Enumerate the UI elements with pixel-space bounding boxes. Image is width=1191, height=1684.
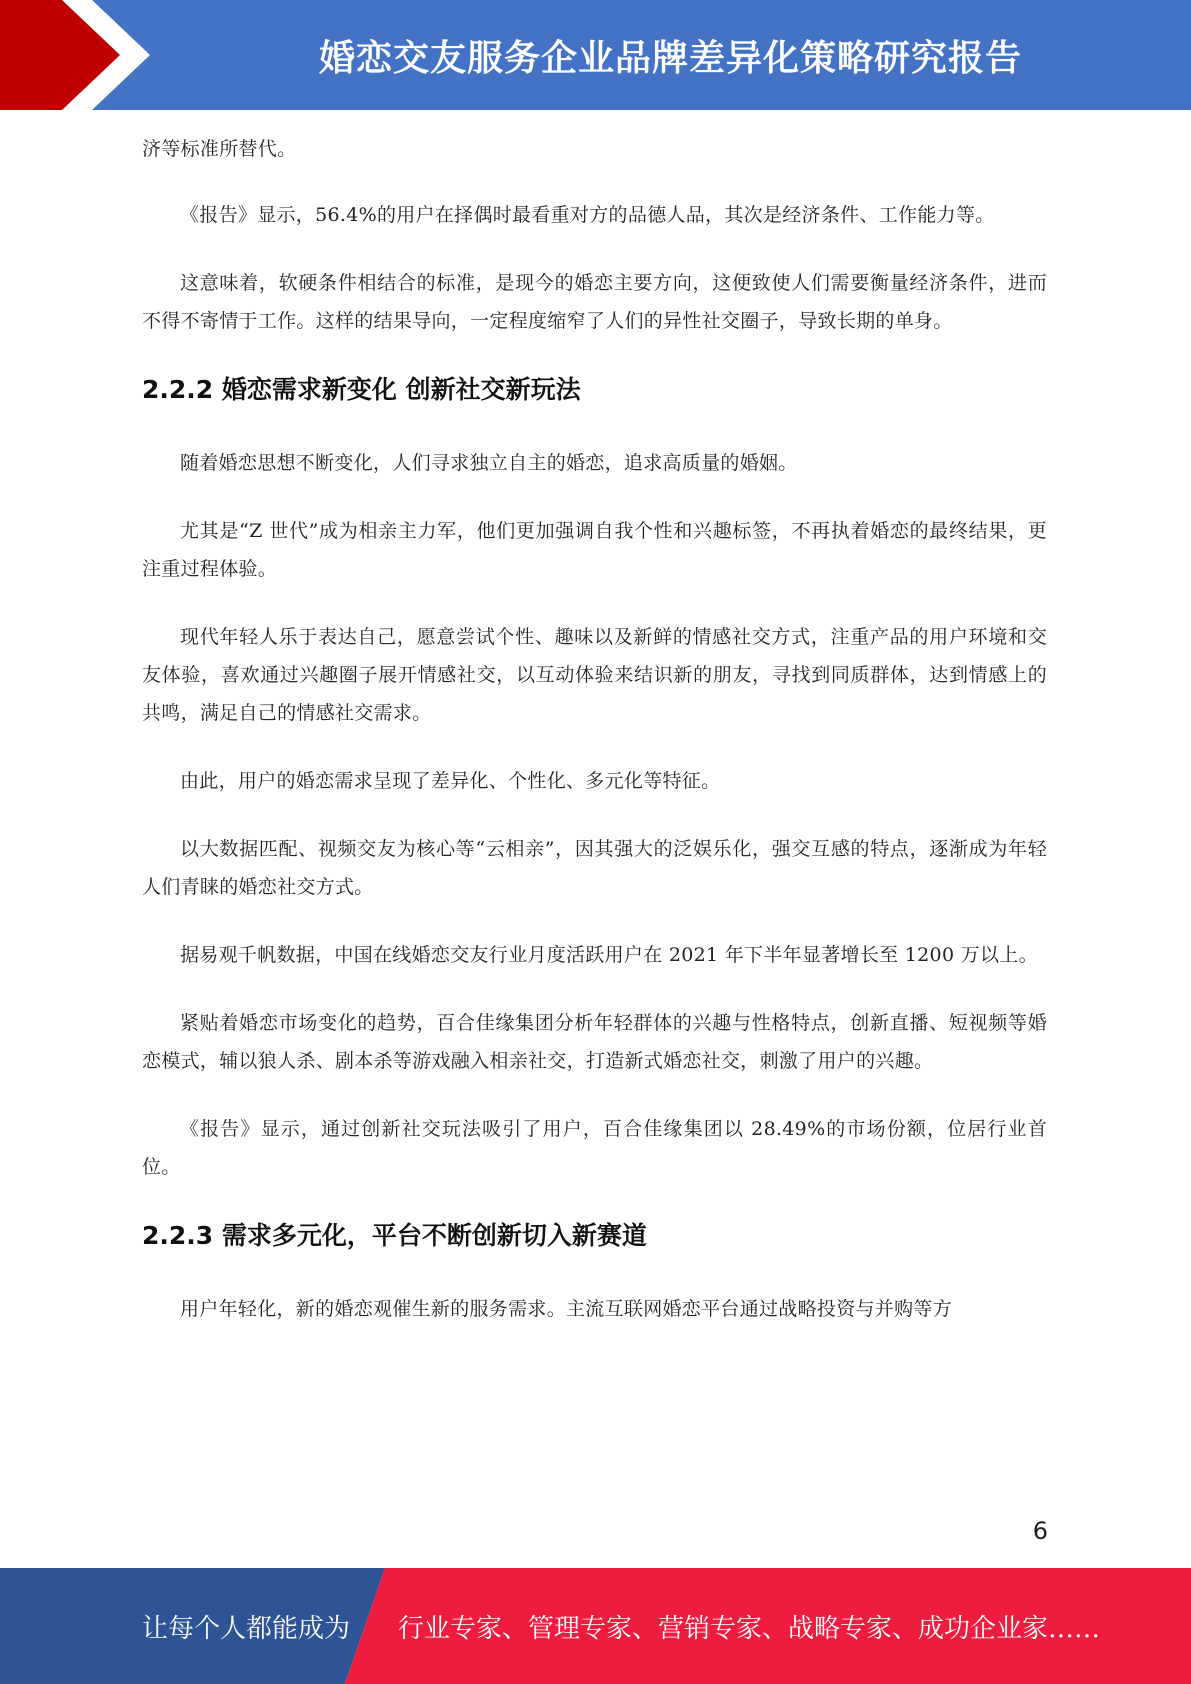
paragraph: 以大数据匹配、视频交友为核心等“云相亲”，因其强大的泛娱乐化，强交互感的特点，逐渐成为年轻人们青睐的婚恋社交方式。 <box>142 838 1047 898</box>
paragraph: 用户年轻化，新的婚恋观催生新的服务需求。主流互联网婚恋平台通过战略投资与并购等方 <box>180 1298 953 1320</box>
paragraph: 《报告》显示，通过创新社交玩法吸引了用户，百合佳缘集团以 28.49%的市场份额，位居行业首位。 <box>142 1118 1047 1178</box>
paragraph: 尤其是“Z 世代”成为相亲主力军，他们更加强调自我个性和兴趣标签，不再执着婚恋的最终结果，更注重过程体验。 <box>142 520 1047 580</box>
page-number: 6 <box>1032 1517 1048 1545</box>
paragraph: 济等标准所替代。 <box>142 138 297 160</box>
footer-slogan-right: 行业专家、管理专家、营销专家、战略专家、成功企业家…… <box>398 1613 1101 1644</box>
paragraph: 这意味着，软硬条件相结合的标准，是现今的婚恋主要方向，这便致使人们需要衡量经济条件，进而不得不寄情于工作。这样的结果导向，一定程度缩窄了人们的异性社交圈子，导致长期的单身。 <box>142 272 1047 332</box>
section-heading: 2.2.3 需求多元化，平台不断创新切入新赛道 <box>142 1221 647 1250</box>
paragraph: 紧贴着婚恋市场变化的趋势，百合佳缘集团分析年轻群体的兴趣与性格特点，创新直播、短视频等婚恋模式，辅以狼人杀、剧本杀等游戏融入相亲社交，打造新式婚恋社交，刺激了用户的兴趣。 <box>142 1012 1047 1072</box>
paragraph: 随着婚恋思想不断变化，人们寻求独立自主的婚恋，追求高质量的婚姻。 <box>180 452 798 474</box>
section-heading: 2.2.2 婚恋需求新变化 创新社交新玩法 <box>142 375 581 404</box>
document-body <box>142 130 1047 1358</box>
document-title: 婚恋交友服务企业品牌差异化策略研究报告 <box>318 37 1022 79</box>
footer-slogan-left: 让每个人都能成为 <box>142 1613 351 1644</box>
page-footer <box>0 1568 1191 1684</box>
paragraph: 现代年轻人乐于表达自己，愿意尝试个性、趣味以及新鲜的情感社交方式，注重产品的用户环境和交友体验，喜欢通过兴趣圈子展开情感社交，以互动体验来结识新的朋友，寻找到同质群体，达到情感上的共鸣，满足自己的情感社交需求。 <box>142 626 1047 724</box>
paragraph: 由此，用户的婚恋需求呈现了差异化、个性化、多元化等特征。 <box>180 770 721 792</box>
paragraph: 《报告》显示，56.4%的用户在择偶时最看重对方的品德人品，其次是经济条件、工作能力等。 <box>180 204 995 226</box>
paragraph: 据易观千帆数据，中国在线婚恋交友行业月度活跃用户在 2021 年下半年显著增长至 1200 万以上。 <box>180 944 1038 966</box>
page-header <box>0 0 1191 110</box>
